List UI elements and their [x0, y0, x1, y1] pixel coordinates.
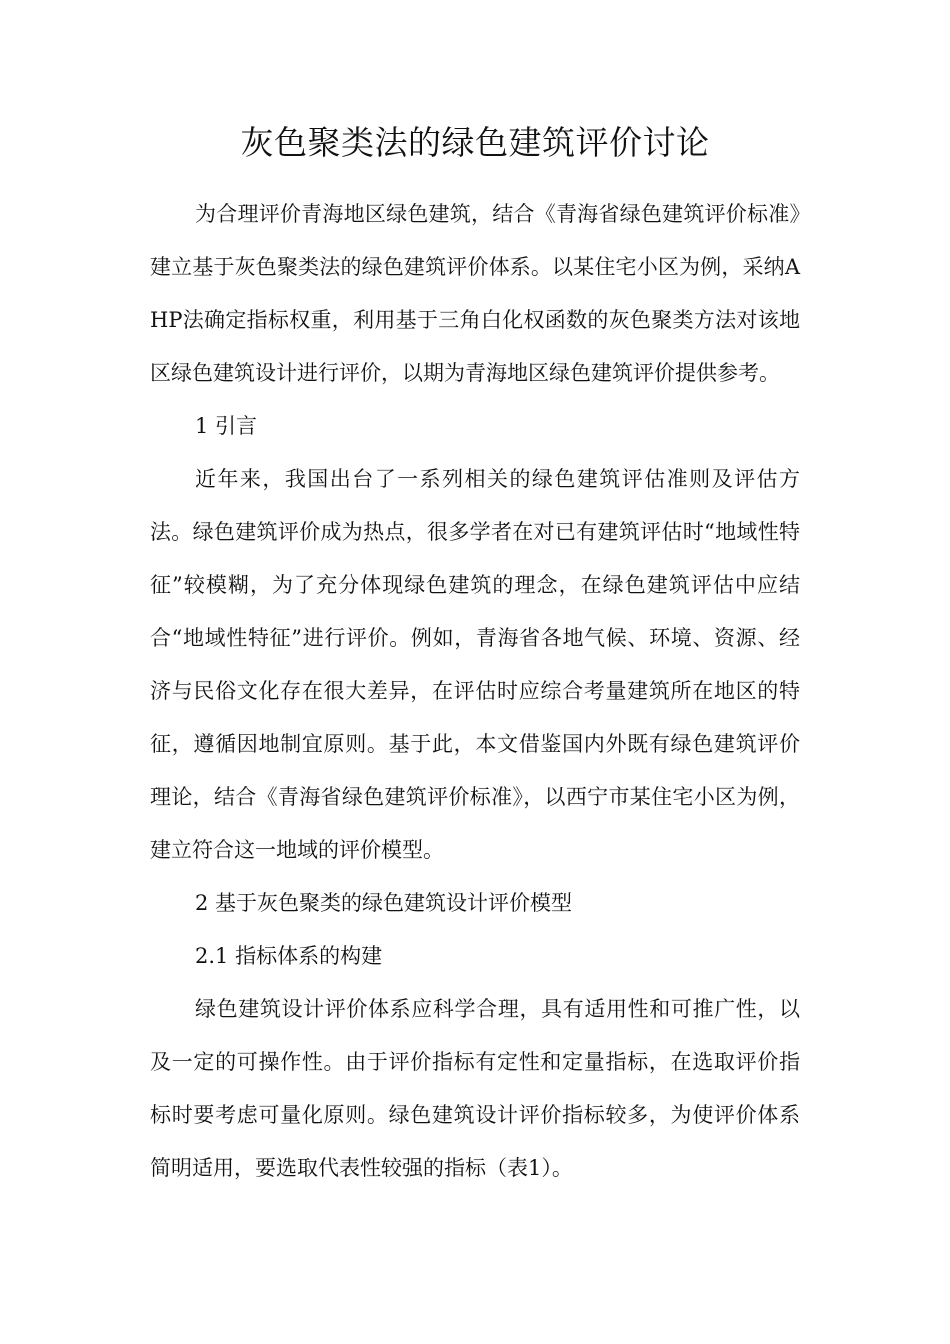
section-2-heading: 2 基于灰色聚类的绿色建筑设计评价模型 [195, 891, 573, 915]
section-2-1-heading: 2.1 指标体系的构建 [195, 944, 383, 968]
abstract-paragraph: 为合理评价青海地区绿色建筑，结合《青海省绿色建筑评价标准》建立基于灰色聚类法的绿色建筑评价体系。以某住宅小区为例，采纳AHP法确定指标权重，利用基于三角白化权函数的灰色聚类方法对该地区绿色建筑设计进行评价，以期为青海地区绿色建筑评价提供参考。 [150, 202, 800, 385]
document-title: 灰色聚类法的绿色建筑评价讨论 [240, 123, 710, 162]
document-body [150, 188, 800, 1195]
section-1-heading: 1 引言 [195, 414, 258, 438]
section-2-1-paragraph: 绿色建筑设计评价体系应科学合理，具有适用性和可推广性，以及一定的可操作性。由于评价指标有定性和定量指标，在选取评价指标时要考虑可量化原则。绿色建筑设计评价指标较多，为使评价体系简明适用，要选取代表性较强的指标（表1）。 [150, 997, 800, 1180]
section-1-paragraph: 近年来，我国出台了一系列相关的绿色建筑评估准则及评估方法。绿色建筑评价成为热点，很多学者在对已有建筑评估时“地域性特征”较模糊，为了充分体现绿色建筑的理念，在绿色建筑评估中应结合“地域性特征”进行评价。例如，青海省各地气候、环境、资源、经济与民俗文化存在很大差异，在评估时应综合考量建筑所在地区的特征，遵循因地制宜原则。基于此，本文借鉴国内外既有绿色建筑评价理论，结合《青海省绿色建筑评价标准》，以西宁市某住宅小区为例，建立符合这一地域的评价模型。 [150, 467, 800, 862]
